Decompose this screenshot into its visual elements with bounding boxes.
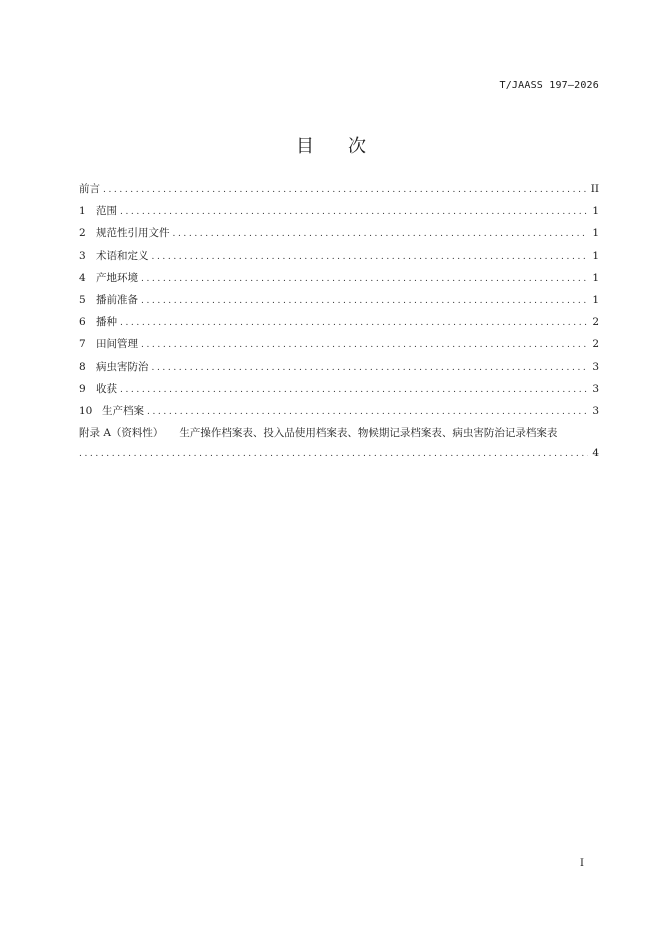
toc-entry-page: 1 — [592, 205, 599, 218]
toc-entry-number: 5 — [79, 293, 86, 306]
toc-entry-foreword[interactable] — [79, 181, 599, 203]
toc-entry-page: 3 — [592, 382, 599, 395]
toc-leader-dots — [120, 385, 588, 395]
toc-leader-dots — [173, 229, 589, 239]
table-of-contents — [79, 181, 599, 469]
toc-entry-label: 生产档案 — [102, 404, 144, 417]
toc-entry-page: 2 — [592, 338, 599, 351]
toc-entry-number: 7 — [79, 338, 86, 351]
toc-entry-3[interactable] — [79, 248, 599, 270]
toc-entry-label: 前言 — [79, 183, 100, 195]
toc-entry-page: 3 — [592, 360, 599, 373]
toc-entry-number: 6 — [79, 316, 86, 329]
appendix-label: 生产操作档案表、投入品使用档案表、物候期记录档案表、病虫害防治记录档案表 — [179, 427, 558, 440]
toc-leader-dots — [152, 252, 589, 262]
toc-entry-7[interactable] — [79, 336, 599, 358]
toc-entry-6[interactable] — [79, 314, 599, 336]
appendix-prefix: 附录 A（资料性） — [79, 427, 164, 440]
toc-entry-label: 播种 — [96, 316, 117, 329]
toc-entry-appendix-a-continuation[interactable] — [79, 447, 599, 469]
toc-leader-dots — [141, 340, 588, 350]
toc-entry-9[interactable] — [79, 381, 599, 403]
toc-entry-page: II — [590, 183, 599, 195]
toc-entry-number: 8 — [79, 360, 86, 373]
toc-entry-label: 播前准备 — [96, 293, 138, 306]
toc-entry-4[interactable] — [79, 270, 599, 292]
toc-entry-page: 3 — [592, 404, 599, 417]
toc-entry-page: 4 — [592, 447, 599, 460]
document-code: T/JAASS 197—2026 — [499, 80, 599, 91]
toc-entry-label: 规范性引用文件 — [96, 227, 170, 240]
toc-entry-page: 1 — [592, 293, 599, 306]
toc-entry-number: 4 — [79, 271, 86, 284]
toc-leader-dots — [79, 449, 588, 459]
page-number: I — [580, 858, 584, 869]
toc-leader-dots — [147, 407, 588, 417]
toc-leader-dots — [152, 363, 589, 373]
toc-entry-5[interactable] — [79, 292, 599, 314]
toc-entry-page: 1 — [592, 227, 599, 240]
toc-entry-number: 10 — [79, 404, 93, 417]
toc-entry-label: 产地环境 — [96, 271, 138, 284]
toc-entry-10[interactable] — [79, 403, 599, 425]
toc-entry-label: 收获 — [96, 382, 117, 395]
toc-leader-dots — [141, 296, 588, 306]
toc-leader-dots — [120, 318, 588, 328]
toc-entry-number: 3 — [79, 249, 86, 262]
toc-entry-label: 田间管理 — [96, 338, 138, 351]
toc-entry-2[interactable] — [79, 225, 599, 247]
toc-entry-label: 术语和定义 — [96, 249, 149, 262]
toc-entry-1[interactable] — [79, 203, 599, 225]
toc-entry-8[interactable] — [79, 359, 599, 381]
toc-entry-page: 2 — [592, 316, 599, 329]
toc-entry-number: 1 — [79, 205, 86, 218]
toc-leader-dots — [120, 207, 588, 217]
toc-leader-dots — [103, 185, 588, 195]
toc-entry-number: 9 — [79, 382, 86, 395]
toc-entry-page: 1 — [592, 249, 599, 262]
title-char-1: 目 — [296, 136, 314, 157]
toc-entry-page: 1 — [592, 271, 599, 284]
page-title — [0, 132, 662, 158]
toc-entry-number: 2 — [79, 227, 86, 240]
toc-entry-label: 病虫害防治 — [96, 360, 149, 373]
toc-entry-appendix-a[interactable] — [79, 425, 599, 447]
toc-leader-dots — [141, 274, 588, 284]
title-char-2: 次 — [348, 136, 366, 157]
toc-entry-label: 范围 — [96, 205, 117, 218]
